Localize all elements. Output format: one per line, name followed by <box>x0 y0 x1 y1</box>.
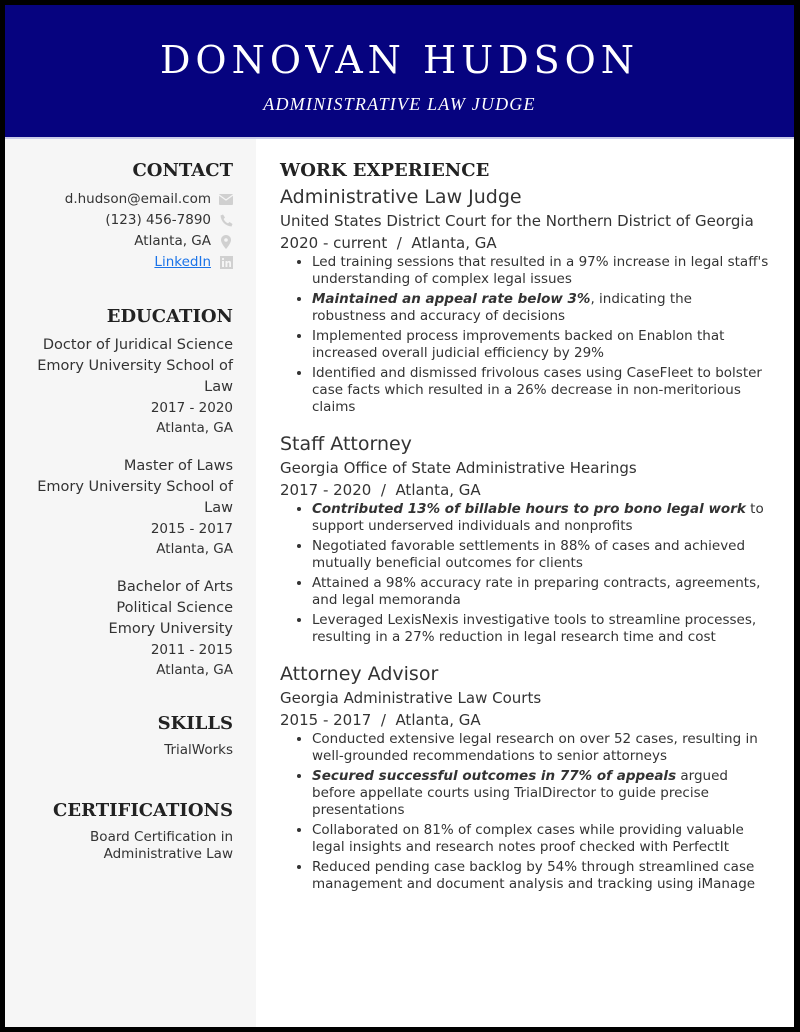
bullet-item <box>312 822 770 856</box>
bullet-item <box>312 365 770 416</box>
candidate-name: DONOVAN HUDSON <box>159 38 640 82</box>
education-section <box>18 305 233 680</box>
bullet-text: Leveraged LexisNexis investigative tools to streamline processes, resulting in a 27% reduction in legal research time and cost <box>312 612 757 645</box>
bullet-text: Led training sessions that resulted in a 97% increase in legal staff's understanding of complex legal issues <box>312 254 769 287</box>
degree: Doctor of Juridical Science <box>42 337 233 353</box>
bullet-item <box>312 538 770 572</box>
school: Emory University <box>108 621 233 637</box>
degree: Bachelor of Arts <box>116 579 233 595</box>
bullet-item <box>312 612 770 646</box>
bullet-text: argued before appellate courts using TrialDirector to guide precise presentations <box>312 768 728 818</box>
school: Emory University School of Law <box>37 479 233 516</box>
contact-email <box>18 189 233 210</box>
phone-icon <box>219 214 233 228</box>
skills-heading: SKILLS <box>157 713 233 734</box>
bullet-item <box>312 731 770 765</box>
bullet-item <box>312 501 770 535</box>
job-dates: 2020 - current <box>280 234 388 252</box>
linkedin-icon <box>219 256 233 270</box>
edu-dates: 2011 - 2015 <box>150 642 233 658</box>
skills-section <box>18 712 233 759</box>
skill-item: TrialWorks <box>164 742 233 758</box>
resume-header <box>5 5 794 139</box>
resume-page <box>5 5 794 1027</box>
company-name: Georgia Office of State Administrative Hearings <box>280 459 637 477</box>
school: Emory University School of Law <box>37 358 233 395</box>
bullet-text: to support underserved individuals and nonprofits <box>312 501 764 534</box>
bullet-text: Conducted extensive legal research on over 52 cases, resulting in well-grounded recommendations to senior attorneys <box>312 731 758 764</box>
job-location: Atlanta, GA <box>411 234 497 252</box>
job-dates: 2017 - 2020 <box>280 481 372 499</box>
main-content <box>280 139 770 909</box>
contact-phone <box>18 210 233 231</box>
bullet-item <box>312 859 770 893</box>
contact-linkedin <box>18 252 233 273</box>
bullet-highlight: Maintained an appeal rate below 3% <box>312 291 591 307</box>
bullet-item <box>312 575 770 609</box>
certifications-heading: CERTIFICATIONS <box>53 800 233 821</box>
job-entry <box>280 662 770 893</box>
bullet-item <box>312 254 770 288</box>
contact-heading: CONTACT <box>132 160 233 181</box>
certifications-section <box>18 799 233 863</box>
job-bullets <box>280 254 770 416</box>
bullet-text: Attained a 98% accuracy rate in preparing contracts, agreements, and legal memoranda <box>312 575 761 608</box>
job-entry <box>280 432 770 646</box>
edu-location: Atlanta, GA <box>156 662 233 678</box>
education-item <box>18 335 233 438</box>
company-name: United States District Court for the Northern District of Georgia <box>280 212 754 230</box>
job-title: Attorney Advisor <box>280 663 439 685</box>
job-dates: 2015 - 2017 <box>280 711 372 729</box>
job-location: Atlanta, GA <box>395 711 481 729</box>
job-meta: 2020 - current / Atlanta, GA <box>280 234 497 252</box>
education-heading: EDUCATION <box>106 306 233 327</box>
job-meta: 2017 - 2020 / Atlanta, GA <box>280 481 481 499</box>
job-location: Atlanta, GA <box>395 481 481 499</box>
bullet-item <box>312 291 770 325</box>
job-title: Staff Attorney <box>280 433 412 455</box>
bullet-item <box>312 768 770 819</box>
bullet-text: , indicating the robustness and accuracy of decisions <box>312 291 692 324</box>
bullet-text: Negotiated favorable settlements in 88% of cases and achieved mutually beneficial outcomes for clients <box>312 538 746 571</box>
sidebar <box>5 139 256 1027</box>
company-name: Georgia Administrative Law Courts <box>280 689 542 707</box>
email-text: d.hudson@email.com <box>64 191 211 207</box>
edu-dates: 2017 - 2020 <box>150 400 233 416</box>
edu-location: Atlanta, GA <box>156 420 233 436</box>
bullet-text: Implemented process improvements backed on Enablon that increased overall judicial efficiency by 29% <box>312 328 725 361</box>
bullet-text: Reduced pending case backlog by 54% through streamlined case management and document analysis and tracking using iManage <box>312 859 756 892</box>
job-meta: 2015 - 2017 / Atlanta, GA <box>280 711 481 729</box>
education-item <box>18 577 233 680</box>
phone-text: (123) 456-7890 <box>105 212 211 228</box>
edu-location: Atlanta, GA <box>156 541 233 557</box>
job-title: Administrative Law Judge <box>280 186 522 208</box>
candidate-title: ADMINISTRATIVE LAW JUDGE <box>263 94 536 114</box>
certification-item: Board Certification in Administrative Law <box>90 829 233 862</box>
job-entry <box>280 185 770 416</box>
bullet-highlight: Secured successful outcomes in 77% of appeals <box>312 768 677 784</box>
major: Political Science <box>116 600 233 616</box>
bullet-item <box>312 328 770 362</box>
envelope-icon <box>219 193 233 207</box>
degree: Master of Laws <box>123 458 233 474</box>
job-bullets <box>280 731 770 893</box>
job-bullets <box>280 501 770 646</box>
bullet-text: Identified and dismissed frivolous cases using CaseFleet to bolster case facts which resulted in a 26% decrease in non-meritorious claims <box>312 365 762 415</box>
location-text: Atlanta, GA <box>134 233 211 249</box>
map-pin-icon <box>219 235 233 249</box>
edu-dates: 2015 - 2017 <box>150 521 233 537</box>
bullet-highlight: Contributed 13% of billable hours to pro bono legal work <box>312 501 746 517</box>
contact-location <box>18 231 233 252</box>
contact-section <box>18 159 233 273</box>
education-item <box>18 456 233 559</box>
jobs-list <box>280 185 770 893</box>
linkedin-link[interactable]: LinkedIn <box>154 254 211 270</box>
bullet-text: Collaborated on 81% of complex cases while providing valuable legal insights and research notes proof checked with PerfectIt <box>312 822 744 855</box>
work-experience-heading: WORK EXPERIENCE <box>280 160 490 181</box>
